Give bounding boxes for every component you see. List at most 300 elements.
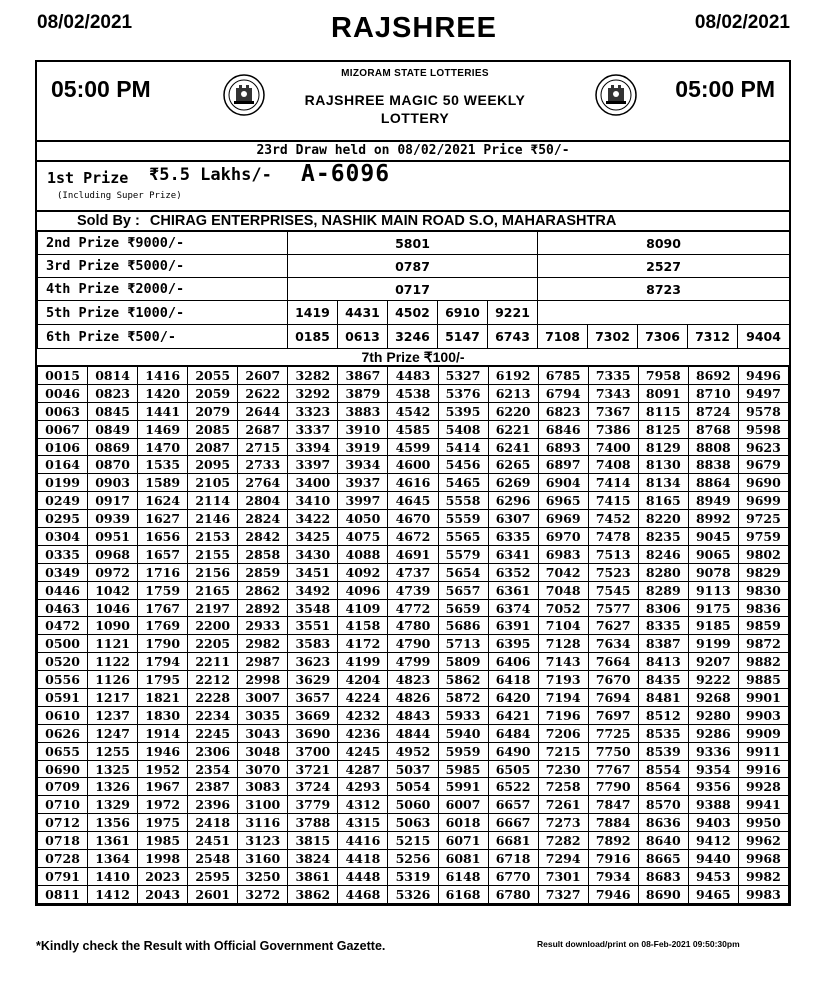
- seventh-prize-number: 7697: [588, 706, 638, 724]
- seventh-prize-number: 5414: [438, 438, 488, 456]
- seventh-prize-number: 0446: [38, 581, 88, 599]
- seventh-prize-number: 9916: [738, 760, 788, 778]
- seventh-prize-number: 5327: [438, 367, 488, 385]
- seventh-prize-number: 6965: [538, 492, 588, 510]
- seventh-prize-number: 0939: [88, 510, 138, 528]
- seventh-prize-number: 4645: [388, 492, 438, 510]
- prize-number: 6743: [488, 325, 538, 349]
- prize-number: 6910: [438, 301, 488, 325]
- seventh-prize-number: 6081: [438, 850, 488, 868]
- seventh-prize-number: 9465: [688, 885, 738, 903]
- seventh-prize-number: 7847: [588, 796, 638, 814]
- seventh-prize-number: 4158: [338, 617, 388, 635]
- seventh-prize-number: 6418: [488, 671, 538, 689]
- seventh-prize-number: 3724: [288, 778, 338, 796]
- seventh-prize-number: 1046: [88, 599, 138, 617]
- seventh-prize-number: 6148: [438, 867, 488, 885]
- seventh-prize-number: 3397: [288, 456, 338, 474]
- government-emblem-icon: [595, 74, 637, 116]
- seventh-prize-number: 5395: [438, 402, 488, 420]
- seventh-prize-number: 2842: [238, 528, 288, 546]
- seventh-prize-number: 3083: [238, 778, 288, 796]
- grid-row: [38, 384, 789, 402]
- seventh-prize-number: 9336: [688, 742, 738, 760]
- seventh-prize-grid: [37, 366, 789, 904]
- seventh-prize-number: 0463: [38, 599, 88, 617]
- seventh-prize-number: 3919: [338, 438, 388, 456]
- seventh-prize-number: 4293: [338, 778, 388, 796]
- seventh-prize-number: 2715: [238, 438, 288, 456]
- seventh-prize-number: 2105: [188, 474, 238, 492]
- seventh-prize-number: 6192: [488, 367, 538, 385]
- seventh-prize-number: 7400: [588, 438, 638, 456]
- seventh-prize-number: 8808: [688, 438, 738, 456]
- seventh-prize-number: 0845: [88, 402, 138, 420]
- seventh-prize-number: 0951: [88, 528, 138, 546]
- seventh-prize-number: 3551: [288, 617, 338, 635]
- seventh-prize-number: 1412: [88, 885, 138, 903]
- seventh-prize-number: 9113: [688, 581, 738, 599]
- seventh-prize-number: 2023: [138, 867, 188, 885]
- seventh-prize-number: 2059: [188, 384, 238, 402]
- seventh-prize-number: 6421: [488, 706, 538, 724]
- grid-row: [38, 778, 789, 796]
- grid-row: [38, 832, 789, 850]
- seventh-prize-number: 2601: [188, 885, 238, 903]
- seventh-prize-number: 7958: [638, 367, 688, 385]
- seventh-prize-number: 5037: [388, 760, 438, 778]
- seventh-prize-number: 9725: [738, 510, 788, 528]
- seventh-prize-number: 9199: [688, 635, 738, 653]
- seventh-prize-number: 9354: [688, 760, 738, 778]
- seventh-prize-number: 8768: [688, 420, 738, 438]
- seventh-prize-number: 3788: [288, 814, 338, 832]
- seventh-prize-number: 0811: [38, 885, 88, 903]
- seventh-prize-number: 0067: [38, 420, 88, 438]
- seventh-prize-number: 5054: [388, 778, 438, 796]
- seventh-prize-number: 8554: [638, 760, 688, 778]
- seventh-prize-number: 0968: [88, 545, 138, 563]
- seventh-prize-number: 3430: [288, 545, 338, 563]
- seventh-prize-number: 5659: [438, 599, 488, 617]
- seventh-prize-number: 1237: [88, 706, 138, 724]
- seventh-prize-number: 1126: [88, 671, 138, 689]
- seventh-prize-number: 2824: [238, 510, 288, 528]
- gazette-note: *Kindly check the Result with Official Government Gazette.: [36, 939, 386, 953]
- seventh-prize-number: 3070: [238, 760, 288, 778]
- grid-row: [38, 814, 789, 832]
- seventh-prize-number: 2087: [188, 438, 238, 456]
- seventh-prize-number: 2146: [188, 510, 238, 528]
- seventh-prize-number: 4844: [388, 724, 438, 742]
- seventh-prize-number: 6018: [438, 814, 488, 832]
- seventh-prize-number: 8091: [638, 384, 688, 402]
- seventh-prize-number: 9412: [688, 832, 738, 850]
- seventh-prize-number: 3292: [288, 384, 338, 402]
- prize-number: 3246: [388, 325, 438, 349]
- seventh-prize-number: 9598: [738, 420, 788, 438]
- seventh-prize-number: 6969: [538, 510, 588, 528]
- seventh-prize-number: 9983: [738, 885, 788, 903]
- seventh-prize-number: 6213: [488, 384, 538, 402]
- seventh-prize-number: 9909: [738, 724, 788, 742]
- prize-number: 5801: [288, 232, 538, 255]
- seventh-prize-number: 9185: [688, 617, 738, 635]
- seventh-prize-number: 8289: [638, 581, 688, 599]
- seventh-prize-number: 4799: [388, 653, 438, 671]
- seventh-prize-number: 3583: [288, 635, 338, 653]
- seventh-prize-number: 7545: [588, 581, 638, 599]
- seventh-prize-number: 3934: [338, 456, 388, 474]
- seventh-prize-number: 5063: [388, 814, 438, 832]
- seventh-prize-number: 1821: [138, 689, 188, 707]
- seventh-prize-number: 9836: [738, 599, 788, 617]
- seventh-prize-number: 2354: [188, 760, 238, 778]
- seventh-prize-number: 1967: [138, 778, 188, 796]
- seventh-prize-number: 3007: [238, 689, 288, 707]
- seventh-prize-number: 5985: [438, 760, 488, 778]
- result-sheet: [35, 60, 791, 906]
- seventh-prize-number: 6522: [488, 778, 538, 796]
- seventh-prize-number: 3700: [288, 742, 338, 760]
- seventh-prize-number: 6983: [538, 545, 588, 563]
- seventh-prize-number: 8306: [638, 599, 688, 617]
- seventh-prize-number: 9496: [738, 367, 788, 385]
- seventh-prize-number: 7128: [538, 635, 588, 653]
- seventh-prize-number: 4468: [338, 885, 388, 903]
- seventh-prize-number: 9829: [738, 563, 788, 581]
- first-prize-label: 1st Prize: [47, 169, 129, 187]
- seventh-prize-number: 6794: [538, 384, 588, 402]
- seventh-prize-number: 5654: [438, 563, 488, 581]
- prize-number: 9221: [488, 301, 538, 325]
- grid-row: [38, 885, 789, 903]
- seventh-prize-number: 2114: [188, 492, 238, 510]
- grid-row: [38, 420, 789, 438]
- grid-row: [38, 545, 789, 563]
- sold-by-value: CHIRAG ENTERPRISES, NASHIK MAIN ROAD S.O, MAHARASHTRA: [149, 213, 617, 229]
- seventh-prize-number: 2644: [238, 402, 288, 420]
- seventh-prize-number: 5559: [438, 510, 488, 528]
- seventh-prize-number: 1952: [138, 760, 188, 778]
- seventh-prize-number: 7386: [588, 420, 638, 438]
- seventh-prize-number: 3400: [288, 474, 338, 492]
- seventh-prize-number: 0814: [88, 367, 138, 385]
- seventh-prize-number: 7042: [538, 563, 588, 581]
- seventh-prize-number: 1329: [88, 796, 138, 814]
- seventh-prize-number: 1420: [138, 384, 188, 402]
- seventh-prize-number: 1326: [88, 778, 138, 796]
- grid-row: [38, 367, 789, 385]
- seventh-prize-number: 1794: [138, 653, 188, 671]
- seventh-prize-number: 0972: [88, 563, 138, 581]
- prize-row-6th: [38, 325, 790, 349]
- seventh-prize-number: 1795: [138, 671, 188, 689]
- first-prize-number: A-6096: [301, 161, 391, 187]
- seventh-prize-number: 0870: [88, 456, 138, 474]
- seventh-prize-number: 6361: [488, 581, 538, 599]
- prize-number: 0717: [288, 278, 538, 301]
- seventh-prize-number: 4232: [338, 706, 388, 724]
- seventh-prize-number: 7230: [538, 760, 588, 778]
- seventh-prize-number: 1364: [88, 850, 138, 868]
- seventh-prize-number: 5872: [438, 689, 488, 707]
- seventh-prize-number: 7934: [588, 867, 638, 885]
- seventh-prize-number: 8636: [638, 814, 688, 832]
- seventh-prize-number: 1657: [138, 545, 188, 563]
- seventh-prize-number: 1535: [138, 456, 188, 474]
- prize-number: 9404: [738, 325, 790, 349]
- lottery-name-line2: LOTTERY: [380, 110, 450, 126]
- seventh-prize-number: 4092: [338, 563, 388, 581]
- seventh-prize-number: 4236: [338, 724, 388, 742]
- seventh-prize-number: 5933: [438, 706, 488, 724]
- seventh-prize-number: 7327: [538, 885, 588, 903]
- seventh-prize-number: 8640: [638, 832, 688, 850]
- seventh-prize-number: 0520: [38, 653, 88, 671]
- seventh-prize-number: 2418: [188, 814, 238, 832]
- seventh-prize-number: 6220: [488, 402, 538, 420]
- seventh-prize-number: 7790: [588, 778, 638, 796]
- seventh-prize-number: 4172: [338, 635, 388, 653]
- seventh-prize-number: 7627: [588, 617, 638, 635]
- seventh-prize-number: 9968: [738, 850, 788, 868]
- seventh-prize-number: 1361: [88, 832, 138, 850]
- seventh-prize-number: 2733: [238, 456, 288, 474]
- seventh-prize-number: 4050: [338, 510, 388, 528]
- grid-row: [38, 438, 789, 456]
- seventh-prize-number: 8564: [638, 778, 688, 796]
- grid-row: [38, 402, 789, 420]
- seventh-prize-number: 9286: [688, 724, 738, 742]
- seventh-prize-number: 1759: [138, 581, 188, 599]
- seventh-prize-number: 3669: [288, 706, 338, 724]
- seventh-prize-number: 8864: [688, 474, 738, 492]
- seventh-prize-number: 5456: [438, 456, 488, 474]
- seventh-prize-number: 4075: [338, 528, 388, 546]
- seventh-prize-number: 7196: [538, 706, 588, 724]
- seventh-prize-number: 4616: [388, 474, 438, 492]
- seventh-prize-number: 7335: [588, 367, 638, 385]
- seventh-prize-number: 4416: [338, 832, 388, 850]
- seventh-prize-number: 0917: [88, 492, 138, 510]
- seventh-prize-number: 3116: [238, 814, 288, 832]
- seventh-prize-number: 7577: [588, 599, 638, 617]
- seventh-prize-number: 9207: [688, 653, 738, 671]
- seventh-prize-number: 4843: [388, 706, 438, 724]
- seventh-prize-number: 3394: [288, 438, 338, 456]
- seventh-prize-number: 1627: [138, 510, 188, 528]
- seventh-prize-number: 2205: [188, 635, 238, 653]
- seventh-prize-number: 1090: [88, 617, 138, 635]
- seventh-prize-number: 9078: [688, 563, 738, 581]
- sold-by: [37, 212, 789, 231]
- seventh-prize-number: 8134: [638, 474, 688, 492]
- seventh-prize-number: 2153: [188, 528, 238, 546]
- seventh-prize-number: 9802: [738, 545, 788, 563]
- seventh-prize-number: 1441: [138, 402, 188, 420]
- prize-table: [37, 231, 790, 349]
- seventh-prize-number: 3721: [288, 760, 338, 778]
- seventh-prize-number: 9356: [688, 778, 738, 796]
- seventh-prize-number: 6893: [538, 438, 588, 456]
- seventh-prize-number: 3272: [238, 885, 288, 903]
- seventh-prize-number: 9453: [688, 867, 738, 885]
- seventh-prize-number: 6657: [488, 796, 538, 814]
- seventh-prize-number: 7367: [588, 402, 638, 420]
- seventh-prize-number: 8129: [638, 438, 688, 456]
- seventh-prize-number: 0164: [38, 456, 88, 474]
- seventh-prize-number: 0249: [38, 492, 88, 510]
- seventh-prize-number: 9497: [738, 384, 788, 402]
- seventh-prize-number: 6395: [488, 635, 538, 653]
- seventh-prize-number: 0690: [38, 760, 88, 778]
- prize-number: 5147: [438, 325, 488, 349]
- seventh-prize-number: 8125: [638, 420, 688, 438]
- seventh-prize-number: 3548: [288, 599, 338, 617]
- seventh-prize-number: 7206: [538, 724, 588, 742]
- seventh-prize-number: 9065: [688, 545, 738, 563]
- seventh-prize-number: 7273: [538, 814, 588, 832]
- page-title: RAJSHREE: [331, 12, 497, 44]
- seventh-prize-number: 4823: [388, 671, 438, 689]
- seventh-prize-number: 3282: [288, 367, 338, 385]
- seventh-prize-number: 9623: [738, 438, 788, 456]
- seventh-prize-number: 4672: [388, 528, 438, 546]
- seventh-prize-number: 8220: [638, 510, 688, 528]
- seventh-prize-number: 8512: [638, 706, 688, 724]
- prize-number: 8090: [538, 232, 790, 255]
- seventh-prize-number: 6484: [488, 724, 538, 742]
- prize-label: 3rd Prize ₹5000/-: [38, 255, 288, 278]
- seventh-prize-number: 6335: [488, 528, 538, 546]
- seventh-prize-number: 6846: [538, 420, 588, 438]
- seventh-prize-number: 6307: [488, 510, 538, 528]
- prize-number: 0613: [338, 325, 388, 349]
- seventh-prize-number: 7670: [588, 671, 638, 689]
- seventh-prize-number: 0349: [38, 563, 88, 581]
- seventh-prize-number: 7750: [588, 742, 638, 760]
- prize-number: 7312: [688, 325, 738, 349]
- seventh-prize-number: 7513: [588, 545, 638, 563]
- seventh-prize-number: 7946: [588, 885, 638, 903]
- seventh-prize-number: 7892: [588, 832, 638, 850]
- seventh-prize-number: 0295: [38, 510, 88, 528]
- seventh-prize-number: 3123: [238, 832, 288, 850]
- seventh-prize-number: 3779: [288, 796, 338, 814]
- seventh-prize-number: 4245: [338, 742, 388, 760]
- grid-row: [38, 742, 789, 760]
- seventh-prize-number: 2987: [238, 653, 288, 671]
- state-lotteries-label: MIZORAM STATE LOTTERIES: [341, 68, 489, 79]
- seventh-prize-number: 1790: [138, 635, 188, 653]
- seventh-prize-number: 0335: [38, 545, 88, 563]
- seventh-prize-number: 5319: [388, 867, 438, 885]
- seventh-prize-number: 3867: [338, 367, 388, 385]
- seventh-prize-number: 0500: [38, 635, 88, 653]
- seventh-prize-number: 1122: [88, 653, 138, 671]
- seventh-prize-number: 6780: [488, 885, 538, 903]
- seventh-prize-number: 0063: [38, 402, 88, 420]
- seventh-prize-number: 8481: [638, 689, 688, 707]
- seventh-prize-number: 2595: [188, 867, 238, 885]
- seventh-prize-number: 5465: [438, 474, 488, 492]
- seventh-prize-number: 0106: [38, 438, 88, 456]
- lottery-name-line1: RAJSHREE MAGIC 50 WEEKLY: [304, 92, 526, 108]
- seventh-prize-number: 4224: [338, 689, 388, 707]
- seventh-prize-number: 3035: [238, 706, 288, 724]
- seventh-prize-number: 4088: [338, 545, 388, 563]
- seventh-prize-number: 0728: [38, 850, 88, 868]
- grid-row: [38, 474, 789, 492]
- seventh-prize-number: 0046: [38, 384, 88, 402]
- seventh-prize-number: 7193: [538, 671, 588, 689]
- seventh-prize-number: 7414: [588, 474, 638, 492]
- seventh-prize-number: 2211: [188, 653, 238, 671]
- first-prize-amount: ₹5.5 Lakhs/-: [149, 165, 272, 185]
- seventh-prize-number: 3997: [338, 492, 388, 510]
- seventh-prize-number: 7725: [588, 724, 638, 742]
- seventh-prize-number: 9859: [738, 617, 788, 635]
- grid-row: [38, 617, 789, 635]
- seventh-prize-number: 4772: [388, 599, 438, 617]
- seventh-prize-number: 9950: [738, 814, 788, 832]
- seventh-prize-number: 7052: [538, 599, 588, 617]
- seventh-prize-number: 6007: [438, 796, 488, 814]
- seventh-prize-number: 6241: [488, 438, 538, 456]
- seventh-prize-number: 3824: [288, 850, 338, 868]
- seventh-prize-number: 6823: [538, 402, 588, 420]
- seventh-prize-number: 1716: [138, 563, 188, 581]
- seventh-prize-number: 7478: [588, 528, 638, 546]
- seventh-prize-number: 3883: [338, 402, 388, 420]
- seventh-prize-number: 6904: [538, 474, 588, 492]
- prize-number: 2527: [538, 255, 790, 278]
- seventh-prize-number: 5809: [438, 653, 488, 671]
- seventh-prize-number: 3048: [238, 742, 288, 760]
- seventh-prize-number: 6265: [488, 456, 538, 474]
- empty-cell: [538, 301, 790, 325]
- seventh-prize-number: 2687: [238, 420, 288, 438]
- seventh-prize-number: 8690: [638, 885, 688, 903]
- seventh-prize-number: 7408: [588, 456, 638, 474]
- prize-number: 7302: [588, 325, 638, 349]
- seventh-prize-number: 6296: [488, 492, 538, 510]
- seventh-prize-number: 0610: [38, 706, 88, 724]
- seventh-prize-number: 3657: [288, 689, 338, 707]
- seventh-prize-number: 2079: [188, 402, 238, 420]
- prize-label: 5th Prize ₹1000/-: [38, 301, 288, 325]
- seventh-prize-number: 0869: [88, 438, 138, 456]
- prize-number: 8723: [538, 278, 790, 301]
- prize-number: 7108: [538, 325, 588, 349]
- seventh-prize-number: 7194: [538, 689, 588, 707]
- seventh-prize-number: 1589: [138, 474, 188, 492]
- seventh-prize-number: 0655: [38, 742, 88, 760]
- seventh-prize-number: 8710: [688, 384, 738, 402]
- seventh-prize-number: 1972: [138, 796, 188, 814]
- seventh-prize-number: 2804: [238, 492, 288, 510]
- seventh-prize-number: 1042: [88, 581, 138, 599]
- seventh-prize-number: 9280: [688, 706, 738, 724]
- prize-number: 7306: [638, 325, 688, 349]
- prize-number: 1419: [288, 301, 338, 325]
- seventh-prize-number: 5060: [388, 796, 438, 814]
- seventh-prize-number: 4312: [338, 796, 388, 814]
- seventh-prize-number: 5959: [438, 742, 488, 760]
- seventh-prize-number: 9440: [688, 850, 738, 868]
- seventh-prize-number: 0849: [88, 420, 138, 438]
